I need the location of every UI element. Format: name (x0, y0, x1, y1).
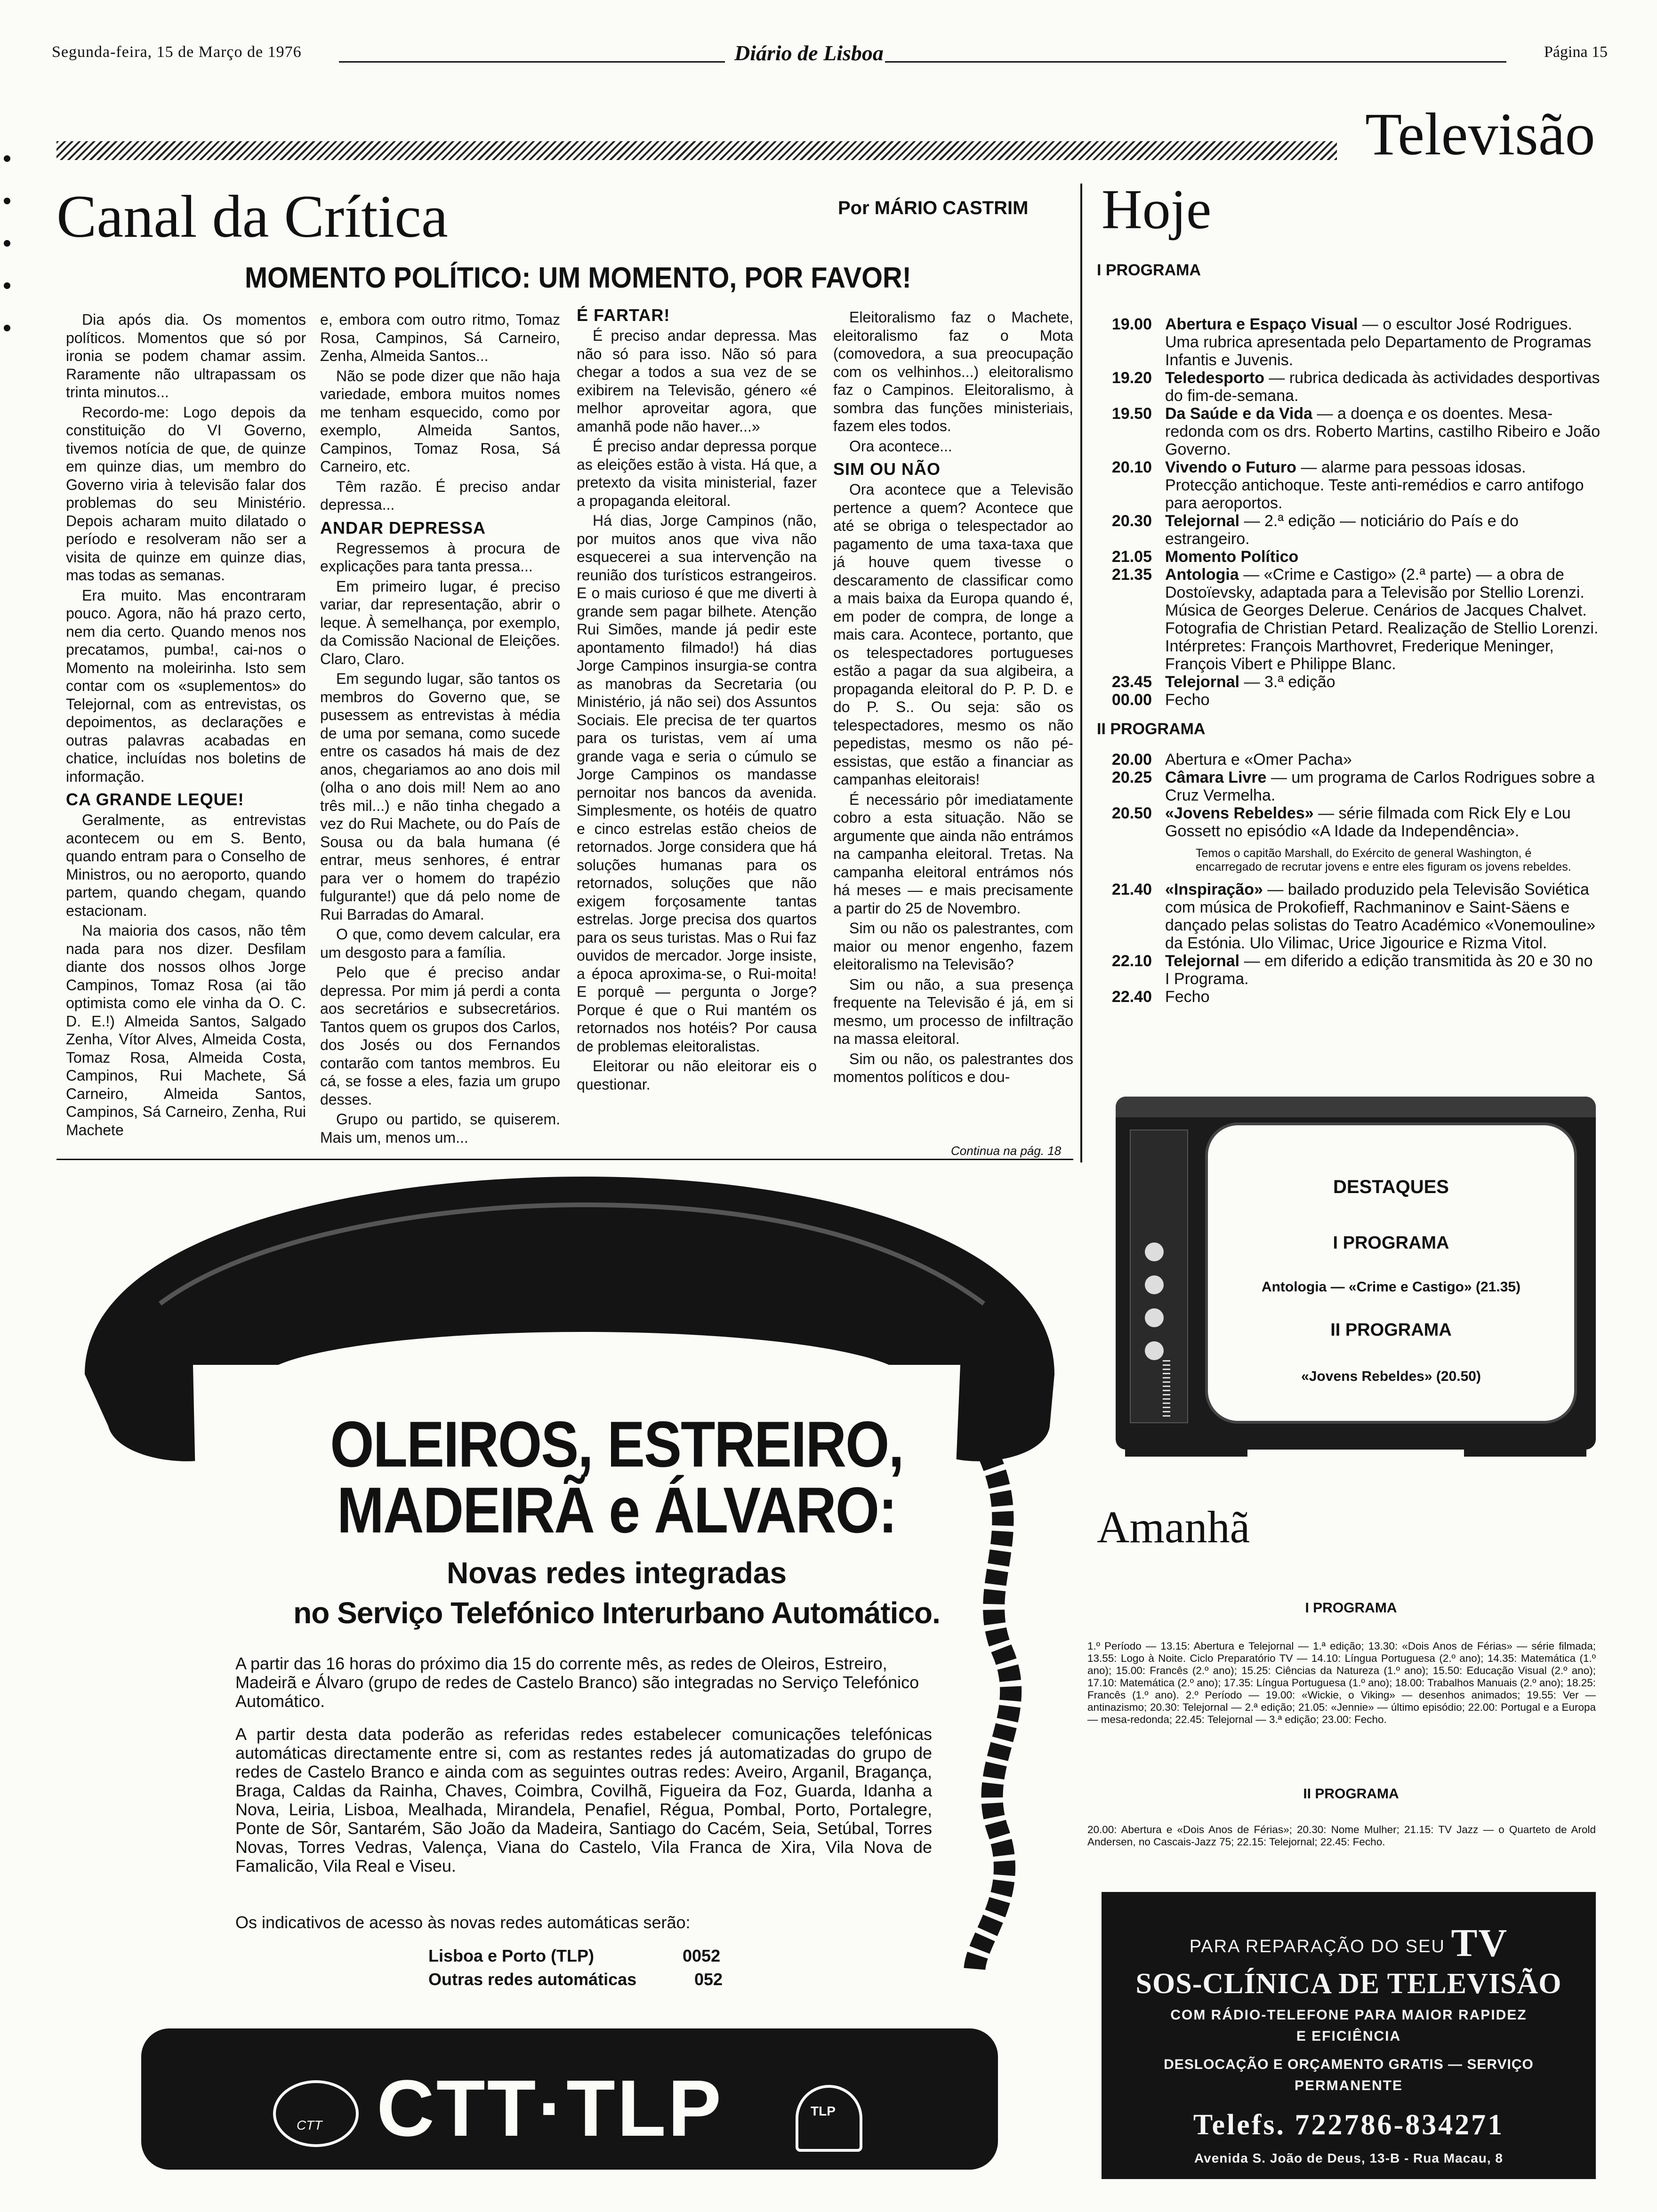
tv-top-shade (1116, 1097, 1596, 1117)
paragraph: Recordo-me: Logo depois da constituição do VI Governo, tivemos notícia de que, de quinze em quinze dias, um membro do Governo viria à televisão falar dos problemas do seu Ministério. Depois acharam muito dilatado o período e resolveram não ser a visita de quinze em quinze dias, mas todas as semanas. (66, 403, 306, 584)
ad-paragraph-2: A partir desta data poderão as referidas redes estabelecer comunicações telefónicas automáticas directamente entre si, com as restantes redes já automatizadas do grupo de redes de Castelo Branco e ainda com as seguintes outras redes: Aveiro, Arganil, Bragança, Braga, Caldas da Rainha, Chaves, Coimbra, Covilhã, Figueira da Foz, Guarda, Idanha a Nova, Leiria, Lisboa, Mealhada, Mirandela, Penafiel, Régua, Pombal, Porto, Portalegre, Ponte de Sôr, Santarém, São João da Madeira, Santiago do Cacém, Seia, Setúbal, Torres Novas, Torres Vedras, Valença, Viana do Castelo, Vila Franca de Xira, Vila Nova de Famalicão, Vila Real e Viseu. (235, 1724, 932, 1875)
article-column-4 (833, 308, 1073, 1088)
today-program-2 (1106, 751, 1601, 1006)
ad-subheadline-2: no Serviço Telefónico Interurbano Automático. (293, 1596, 940, 1630)
destaques-title: DESTAQUES (1333, 1177, 1449, 1197)
margin-mark (4, 282, 10, 289)
paragraph: Grupo ou partido, se quiserem. Mais um, menos um... (320, 1111, 560, 1146)
destaques-program-1: I PROGRAMA (1333, 1233, 1449, 1253)
schedule-row: 19.50 Da Saúde e da Vida — a doença e os doentes. Mesa-redonda com os drs. Roberto Martins, castilho Ribeiro e João Governo. (1111, 405, 1601, 458)
destaques-item-2: «Jovens Rebeldes» (20.50) (1301, 1369, 1481, 1384)
paragraph: Não se pode dizer que não haja variedade, embora muitos nomes me tenham esquecido, como por exemplo, Almeida Santos, Campinos, Tomaz Rosa, Sá Carneiro, etc. (320, 367, 560, 475)
tv-knob-icon (1145, 1308, 1164, 1327)
tomorrow-title: Amanhã (1097, 1502, 1250, 1552)
section-title: Televisão (1365, 101, 1595, 168)
paragraph: É preciso andar depressa porque as eleições estão à vista. Há que, a pretexto da visita ministerial, fazer a propaganda eleitoral. (577, 438, 817, 509)
program-note: Temos o capitão Marshall, do Exército de general Washington, é encarregado de recrutar jovens e entre eles figuram os jovens rebeldes. (1196, 847, 1571, 874)
access-code-label-1: Lisboa e Porto (TLP) (428, 1946, 595, 1965)
paragraph: Era muito. Mas encontraram pouco. Agora, não há prazo certo, nem dia certo. Quando menos nos precatamos, pumba!, cai-nos o Momento na moleirinha. Isto sem contar com os «suplementos» do Telejornal, com as entrevistas, os depoimentos, as declarações e outras palavras acabadas en chatice, incluídas nos boletins de informação. (66, 586, 306, 785)
schedule-row: 20.30 Telejornal — 2.ª edição — noticiário do País e do estrangeiro. (1111, 512, 1519, 548)
tomorrow-program-2-text: 20.00: Abertura e «Dois Anos de Férias»; 20.30: Nome Mulher; 21.15: TV Jazz — o Quarteto de Arold Andersen, no Cascais-Jazz 75; 22.15: Telejornal; 22.45: Fecho. (1087, 1824, 1596, 1848)
schedule-row: 21.40 «Inspiração» — bailado produzido pela Televisão Soviética com música de Prokofieff, Rachmaninov e Saint-Säens e dançado pelas solistas do Teatro Académico «Vonemouline» da Estónia. Ulo Vilimac, Urice Jigourice e Rizma Vitol. (1111, 881, 1596, 952)
schedule-row: 19.20 Teledesporto — rubrica dedicada às actividades desportivas do fim-de-semana. (1111, 369, 1600, 405)
continued-note: Continua na pág. 18 (951, 1144, 1062, 1158)
schedule-row: 22.10 Telejornal — em diferido a edição transmitida às 20 e 30 no I Programa. (1111, 952, 1593, 988)
sos-line-3: COM RÁDIO-TELEFONE PARA MAIOR RAPIDEZ (1170, 2007, 1527, 2023)
tlp-small-label: TLP (811, 2104, 836, 2118)
schedule-row: 20.00 Abertura e «Omer Pacha» (1111, 751, 1352, 769)
subhead: CA GRANDE LEQUE! (66, 790, 244, 809)
access-code-label-2: Outras redes automáticas (428, 1970, 637, 1989)
paragraph: Sim ou não os palestrantes, com maior ou menor engenho, fazem eleitoralismo na Televisão? (833, 920, 1073, 973)
subhead: É FARTAR! (577, 305, 670, 325)
article-column-2 (320, 311, 560, 1148)
column-title: Canal da Crítica (56, 183, 448, 250)
sos-tv: TV (1451, 1921, 1508, 1965)
hatched-band (56, 141, 1337, 160)
ad-headline-1: OLEIROS, ESTREIRO, (330, 1408, 903, 1481)
paragraph: Pelo que é preciso andar depressa. Por mim já perdi a conta aos secretários e subsecretários. Tantos quem os grupos dos Carlos, dos Josés ou dos Fernandos contarão com tantos membros. Eu cá, se fosse a eles, fazia um grupo desses. (320, 964, 560, 1108)
issue-date: Segunda-feira, 15 de Março de 1976 (52, 43, 302, 61)
tv-knob-icon (1145, 1242, 1164, 1261)
column-divider (1080, 184, 1082, 1162)
tv-knob-icon (1145, 1275, 1164, 1294)
ad-headline-2: MADEIRÃ e ÁLVARO: (337, 1474, 897, 1547)
ad-subheadline-1: Novas redes integradas (446, 1556, 787, 1590)
ctt-tlp-logo: CTT·TLP (377, 2064, 724, 2153)
subhead: ANDAR DEPRESSA (320, 518, 486, 537)
masthead-rule-left (339, 61, 725, 63)
destaques-item-1: Antologia — «Crime e Castigo» (21.35) (1261, 1279, 1521, 1295)
sos-line-4: E EFICIÊNCIA (1296, 2028, 1401, 2044)
masthead-rule-right (885, 61, 1506, 63)
article-column-3 (577, 306, 817, 1095)
sos-line-1 (1102, 1920, 1596, 1966)
paragraph: Em segundo lugar, são tantos os membros do Governo que, se pusessem as entrevistas à média de uma por semana, como sucede entre os casados há mais de dez anos, chegariamos ao ano dois mil (olha o ano dois mil! Nem ao ano três mil...) e não tinha chegado a vez do Rui Machete, ou do País de Sousa ou da bala humana (é entrar, meus senhores, é entrar para ver o homem do trapézio fulgurante!) que dá pelo nome de Rui Barradas do Amaral. (320, 670, 560, 923)
paragraph: Ora acontece que a Televisão pertence a quem? Acontece que até se obriga o telespectador ao pagamento de uma taxa-taxa que já houve quem tivesse o descaramento de classificar como a mais baixa da Europa quando é, em poder de compra, de longe a mais cara. Acontece, portanto, que os telespectadores portugueses estão a pagar da sua algibeira, a propaganda eleitoral do P. P. D. e do P. S.. Ou seja: são os telespectadores, mesmo os não pepedistas, mesmo os não pé-essistas, que estão a financiar as campanhas eleitorais! (833, 481, 1073, 788)
paragraph: Na maioria dos casos, não têm nada para nos dizer. Desfilam diante dos nossos olhos Jorge Campinos, Tomaz Rosa (ai tão optimista como ele vinha da O. C. D. E.!) Almeida Santos, Salgado Zenha, Vítor Alves, Almeida Costa, Tomaz Rosa, Almeida Costa, Campinos, Rui Machete, Sá Carneiro, Almeida Santos, Campinos, Sá Carneiro, Zenha, Rui Machete (66, 922, 306, 1138)
access-code-value-1: 0052 (683, 1946, 721, 1965)
paper-name: Diário de Lisboa (734, 41, 884, 65)
schedule-row: 23.45 Telejornal — 3.ª edição (1111, 673, 1335, 691)
schedule-row: 20.25 Câmara Livre — um programa de Carlos Rodrigues sobre a Cruz Vermelha. (1111, 769, 1595, 804)
ctt-small-label: CTT (297, 2118, 322, 2132)
paragraph: É necessário pôr imediatamente cobro a esta situação. Não se argumente que ainda não entrámos na campanha eleitoral. Tretas. Na campanha eleitoral entrámos nós há meses — e mais precisamente a partir do 25 de Novembro. (833, 791, 1073, 917)
paragraph: Eleitoralismo faz o Machete, eleitoralismo faz o Mota (comovedora, a sua preocupação com os velhinhos...) eleitoralismo faz o Campinos. Eleitoralismo, à sombra das funções ministeriais, fazem eles todos. (833, 309, 1073, 434)
schedule-row: 20.10 Vivendo o Futuro — alarme para pessoas idosas. Protecção antichoque. Teste anti-remédios e carro antifogo para aeroportos. (1111, 458, 1584, 512)
ctt-horse-logo (273, 2080, 359, 2147)
paragraph: Há dias, Jorge Campinos (não, por muitos anos que viva não esquecerei a sua intervenção na reunião dos turísticos estrangeiros. E o mais curioso é que me diverti à grande sem pagar bilhete. Atenção Rui Simões, mande já pedir este apontamento filmado!) há dias Jorge Campinos insurgia-se contra as manobras da Secretaria (ou Ministério, já não sei) dos Assuntos Sociais. Ele precisa de ter quartos para os turistas, vem aí uma grande vaga e seria o cúmulo se Jorge Campinos os mandasse pernoitar nos bancos da avenida. Simplesmente, os hotéis de quatro e cinco estrelas estão cheios de retornados. Jorge considera que há soluções humanas para os retornados, soluções que não exigem forçosamente tantas estrelas. Jorge precisa dos quartos para os seus turistas. Mas o Rui faz ouvidos de mercador. Jorge insiste, a época aproxima-se, o Rui-moita! E porquê — pergunta o Jorge? Porque é que o Rui mantém os retornados nos hotéis? Por causa de problemas eleitoralistas. (577, 512, 817, 1055)
paragraph: Sim ou não, os palestrantes dos momentos políticos e dou- (833, 1050, 1073, 1085)
sos-phones: Telefs. 722786-834271 (1193, 2109, 1504, 2141)
schedule-row: 00.00 Fecho (1111, 691, 1210, 709)
schedule-row: 19.00 Abertura e Espaço Visual — o escultor José Rodrigues. Uma rubrica apresentada pelo Departamento de Programas Infantis e Juvenis. (1111, 315, 1592, 369)
today-title: Hoje (1102, 178, 1212, 240)
tv-knob-icon (1145, 1341, 1164, 1360)
paragraph: Em primeiro lugar, é preciso variar, dar representação, abrir o leque. À semelhança, por exemplo, da Comissão Nacional de Eleições. Claro, Claro. (320, 577, 560, 667)
tv-leg-left (1125, 1447, 1247, 1457)
paragraph: Regressemos à procura de explicações para tanta pressa... (320, 539, 560, 575)
sos-name: SOS-CLÍNICA DE TELEVISÃO (1135, 1968, 1562, 2000)
program-1-label: I PROGRAMA (1097, 261, 1201, 279)
access-code-value-2: 052 (694, 1970, 723, 1989)
paragraph: Têm razão. É preciso andar depressa... (320, 478, 560, 513)
schedule-row: 21.05 Momento Político (1111, 548, 1299, 566)
article-bottom-rule (56, 1159, 1073, 1160)
paragraph: Sim ou não, a sua presença frequente na Televisão é já, em si mesmo, um processo de infiltração na massa eleitoral. (833, 976, 1073, 1047)
margin-mark (4, 240, 10, 247)
paragraph: O que, como devem calcular, era um desgosto para a família. (320, 926, 560, 961)
sos-line-6: PERMANENTE (1294, 2078, 1403, 2093)
sos-address: Avenida S. João de Deus, 13-B - Rua Macau, 8 (1194, 2151, 1504, 2165)
article-column-1 (66, 311, 306, 1141)
sos-intro: PARA REPARAÇÃO DO SEU (1189, 1937, 1445, 1956)
paragraph: Eleitorar ou não eleitorar eis o questionar. (577, 1058, 817, 1093)
page-number: Página 15 (1544, 43, 1608, 61)
margin-mark (4, 155, 10, 162)
paragraph: Ora acontece... (849, 437, 952, 455)
tomorrow-program-2-label: II PROGRAMA (1303, 1786, 1399, 1802)
article-headline: MOMENTO POLÍTICO: UM MOMENTO, POR FAVOR! (245, 262, 911, 294)
ad-paragraph-3: Os indicativos de acesso às novas redes automáticas serão: (235, 1913, 691, 1932)
today-program-1 (1106, 315, 1601, 709)
schedule-row: 21.35 Antologia — «Crime e Castigo» (2.ª parte) — a obra de Dostoïevsky, adaptada para a Televisão por Stellio Lorenzi. Música de Georges Delerue. Cenários de Jacques Chalvet. Fotografia de Christian Petard. Realização de Stellio Lorenzi. Intérpretes: François Marthovret, Frederique Meninger, François Vibert e Philippe Blanc. (1111, 566, 1599, 673)
program-2-label: II PROGRAMA (1097, 720, 1206, 738)
sos-line-5: DESLOCAÇÃO E ORÇAMENTO GRATIS — SERVIÇO (1164, 2057, 1534, 2072)
paragraph: Dia após dia. Os momentos políticos. Momentos que só por ironia se podem chamar assim. Raramente não ultrapassam os trinta minutos... (66, 311, 306, 401)
paragraph: Geralmente, as entrevistas acontecem ou em S. Bento, quando entram para o Conselho de Ministros, ou no aeroporto, quando partem, quando chegam, quando estacionam. (66, 811, 306, 919)
ad-paragraph-1: A partir das 16 horas do próximo dia 15 do corrente mês, as redes de Oleiros, Estreiro, Madeirã e Álvaro (grupo de redes de Castelo Branco) são integradas no Serviço Telefónico Automático. (235, 1654, 919, 1711)
margin-mark (4, 198, 10, 204)
subhead: SIM OU NÃO (833, 459, 941, 479)
byline: Por MÁRIO CASTRIM (838, 198, 1029, 218)
paragraph: É preciso andar depressa. Mas não só para isso. Não só para chegar a todos a sua vez de se exibirem na Televisão, género «é melhor aproveitar agora, que amanhã pode não haver...» (577, 327, 817, 435)
tomorrow-program-1-label: I PROGRAMA (1305, 1600, 1397, 1616)
paragraph: e, embora com outro ritmo, Tomaz Rosa, Campinos, Sá Carneiro, Zenha, Almeida Santos... (320, 311, 560, 364)
schedule-row: 20.50 «Jovens Rebeldes» — série filmada com Rick Ely e Lou Gossett no episódio «A Idade da Independência». (1111, 804, 1571, 840)
tv-tuner-scale (1163, 1360, 1170, 1417)
tomorrow-program-1-text: 1.º Período — 13.15: Abertura e Telejornal — 1.ª edição; 13.30: «Dois Anos de Férias» — série filmada; 13.55: Logo à Noite. Ciclo Preparatório TV — 14.10: Língua Portuguesa (2.º ano); 14.35: Matemática (1.º ano); 15.00: Francês (2.º ano); 15.25: Ciências da Natureza (1.º ano); 15.50: Educação Visual (2.º ano); 17.10: Matemática (2.º ano); 17.35: Língua Portuguesa (1.º ano); 18.00: Trabalhos Manuais (2.º ano); 18.25: Francês (1.º ano). 2.º Período — 19.00: «Wickie, o Viking» — desenhos animados; 19.55: Ver — antinazismo; 20.30: Telejornal — 2.ª edição; 21.05: «Jennie» — último episódio; 22.00: Portugal e a Europa — mesa-redonda; 22.45: Telejornal — 3.ª edição; 23.00: Fecho. (1087, 1640, 1596, 1725)
tv-leg-right (1464, 1447, 1586, 1457)
destaques-program-2: II PROGRAMA (1330, 1320, 1452, 1340)
margin-mark (4, 325, 10, 331)
schedule-row: 22.40 Fecho (1111, 988, 1210, 1006)
